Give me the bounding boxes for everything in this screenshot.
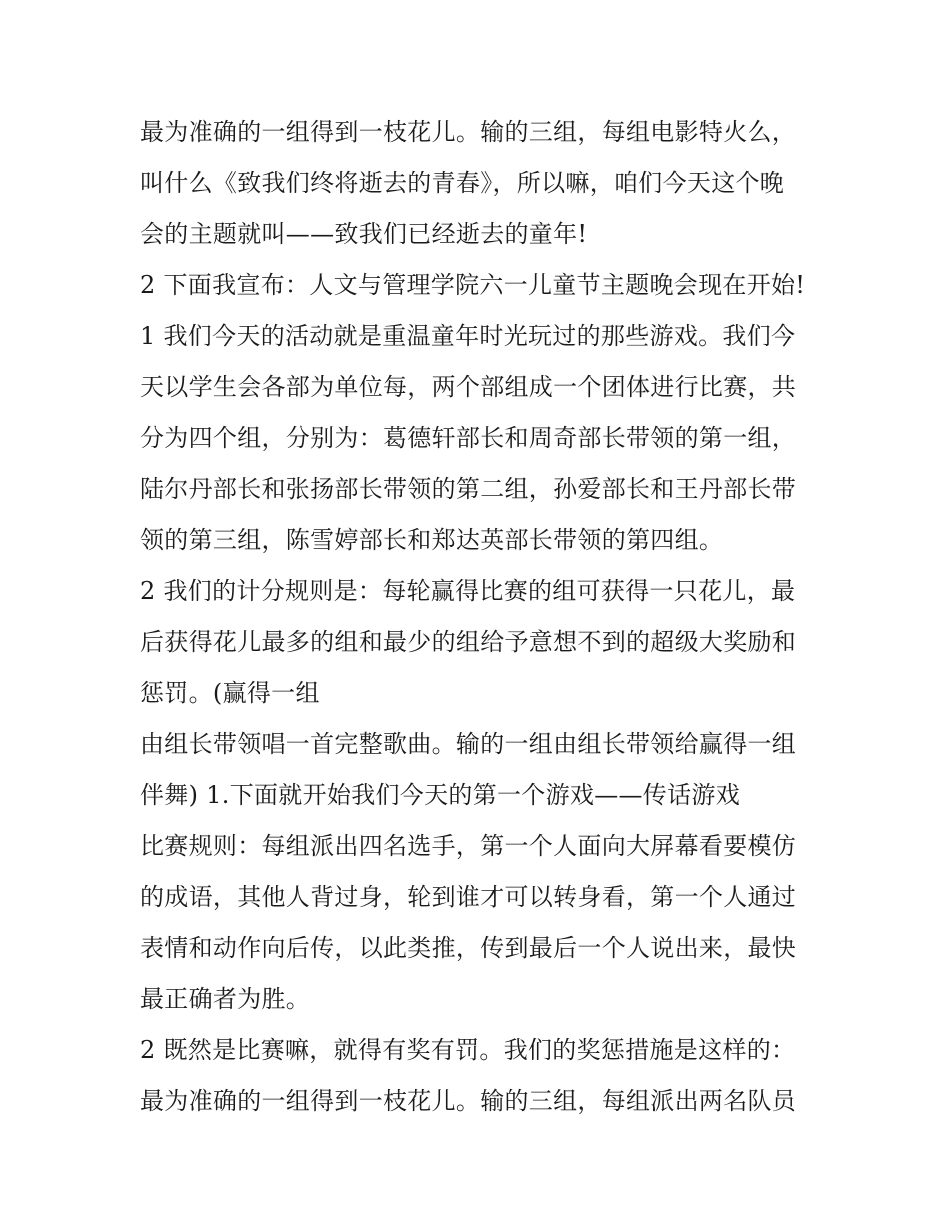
text-line: 最为准确的一组得到一枝花儿。输的三组，每组电影特火么， [140,118,797,146]
text-line: 惩罚。(赢得一组 [140,679,320,707]
text-line: 2 既然是比赛嘛，就得有奖有罚。我们的奖惩措施是这样的： [140,1036,796,1064]
text-line: 陆尔丹部长和张扬部长带领的第二组，孙爱部长和王丹部长带 [140,475,797,503]
text-line: 的成语，其他人背过身，轮到谁才可以转身看，第一个人通过 [140,883,797,911]
text-line: 由组长带领唱一首完整歌曲。输的一组由组长带领给赢得一组 [140,730,797,758]
text-line: 2 下面我宣布：人文与管理学院六一儿童节主题晚会现在开始! [140,271,806,299]
text-line: 会的主题就叫——致我们已经逝去的童年! [140,220,588,248]
text-line: 1 我们今天的活动就是重温童年时光玩过的那些游戏。我们今 [140,322,796,350]
text-line: 2 我们的计分规则是：每轮赢得比赛的组可获得一只花儿，最 [140,577,796,605]
text-line: 后获得花儿最多的组和最少的组给予意想不到的超级大奖励和 [140,628,797,656]
text-line: 比赛规则：每组派出四名选手，第一个人面向大屏幕看要模仿 [140,832,797,860]
text-line: 天以学生会各部为单位每，两个部组成一个团体进行比赛，共 [140,373,797,401]
text-line: 分为四个组，分别为：葛德轩部长和周奇部长带领的第一组， [140,424,797,452]
text-line: 最为准确的一组得到一枝花儿。输的三组，每组派出两名队员 [140,1087,797,1115]
text-line: 表情和动作向后传，以此类推，传到最后一个人说出来，最快 [140,934,797,962]
text-line: 领的第三组，陈雪婷部长和郑达英部长带领的第四组。 [140,526,724,554]
text-line: 伴舞) 1.下面就开始我们今天的第一个游戏——传话游戏 [140,781,740,809]
document-body [140,107,820,1127]
text-line: 最正确者为胜。 [140,985,311,1013]
text-line: 叫什么《致我们终将逝去的青春》，所以嘛，咱们今天这个晚 [140,169,785,197]
